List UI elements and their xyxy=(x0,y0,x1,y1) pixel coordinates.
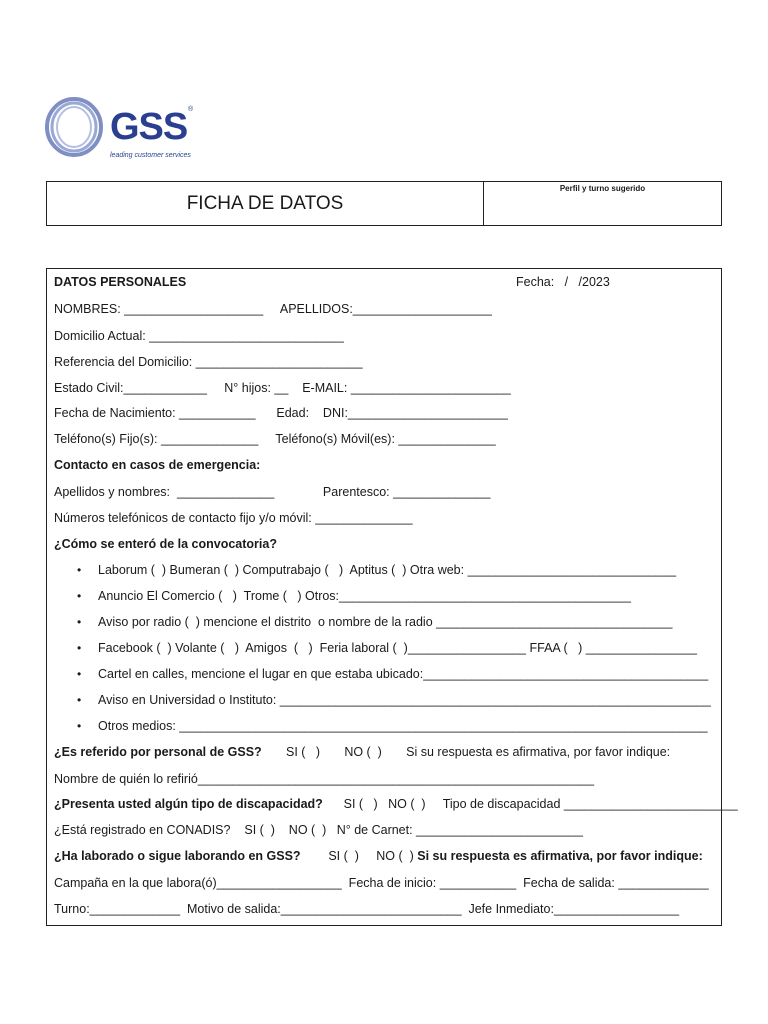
disability-options[interactable]: SI ( ) NO ( ) Tipo de discapacidad _________________________ xyxy=(322,797,738,811)
source-option-newspaper[interactable]: Anuncio El Comercio ( ) Trome ( ) Otros:__________________________________________ xyxy=(98,589,632,603)
address-reference-row[interactable]: Referencia del Domicilio: ________________________ xyxy=(54,355,363,369)
referral-row[interactable] xyxy=(54,744,670,760)
worked-at-gss-row[interactable] xyxy=(54,848,703,864)
referrer-name-row[interactable]: Nombre de quién lo refirió_________________________________________________________ xyxy=(54,772,595,786)
civil-status-row[interactable]: Estado Civil:____________ N° hijos: __ E-MAIL: _______________________ xyxy=(54,381,511,395)
referral-options[interactable]: SI ( ) NO ( ) Si su respuesta es afirmativa, por favor indique: xyxy=(261,745,671,759)
bullet-icon: • xyxy=(77,719,82,733)
disability-row[interactable] xyxy=(54,796,738,812)
phone-row[interactable]: Teléfono(s) Fijo(s): ______________ Teléfono(s) Móvil(es): ______________ xyxy=(54,432,496,446)
source-option-social[interactable]: Facebook ( ) Volante ( ) Amigos ( ) Feria laboral ( )_________________ FFAA ( ) ________________ xyxy=(98,641,697,655)
source-option-university[interactable]: Aviso en Universidad o Instituto: ______________________________________________________________ xyxy=(98,693,711,707)
source-option-street-poster[interactable]: Cartel en calles, mencione el lugar en que estaba ubicado:_________________________________________ xyxy=(98,667,709,681)
how-did-you-hear-title: ¿Cómo se enteró de la convocatoria? xyxy=(54,537,277,551)
source-option-other[interactable]: Otros medios: ____________________________________________________________________________ xyxy=(98,719,708,733)
bullet-icon: • xyxy=(77,615,82,629)
bullet-icon: • xyxy=(77,563,82,577)
emergency-phones-row[interactable]: Números telefónicos de contacto fijo y/o móvil: ______________ xyxy=(54,511,413,525)
section-title-personal-data: DATOS PERSONALES xyxy=(54,275,187,289)
date-field[interactable]: Fecha: / /2023 xyxy=(516,275,610,289)
worked-at-gss-options[interactable]: SI ( ) NO ( ) xyxy=(300,849,418,863)
source-option-radio[interactable]: Aviso por radio ( ) mencione el distrito o nombre de la radio __________________________________ xyxy=(98,615,673,629)
bullet-icon: • xyxy=(77,641,82,655)
bullet-icon: • xyxy=(77,589,82,603)
gss-logo xyxy=(44,94,204,166)
personal-data-form xyxy=(46,268,738,926)
campaign-row[interactable]: Campaña en la que labora(ó)__________________ Fecha de inicio: ___________ Fecha de salida: _____________ xyxy=(54,876,709,890)
disability-question: ¿Presenta usted algún tipo de discapacidad? xyxy=(54,797,323,811)
birth-date-row[interactable]: Fecha de Nacimiento: ___________ Edad: DNI:_______________________ xyxy=(54,406,508,420)
names-row[interactable]: NOMBRES: ____________________ APELLIDOS:____________________ xyxy=(54,302,492,316)
emergency-name-row[interactable]: Apellidos y nombres: ______________ Parentesco: ______________ xyxy=(54,485,491,499)
emergency-contact-title: Contacto en casos de emergencia: xyxy=(54,458,261,472)
gss-logo-rings-icon xyxy=(44,94,114,164)
profile-shift-label: Perfil y turno sugerido xyxy=(559,184,646,193)
shift-row[interactable]: Turno:_____________ Motivo de salida:__________________________ Jefe Inmediato:__________________ xyxy=(54,902,680,916)
conadis-row[interactable]: ¿Está registrado en CONADIS? SI ( ) NO ( ) N° de Carnet: ________________________ xyxy=(54,823,583,837)
logo-tagline: leading customer services xyxy=(110,152,191,159)
worked-at-gss-followup: Si su respuesta es afirmativa, por favor indique: xyxy=(417,849,703,863)
address-row[interactable]: Domicilio Actual: ____________________________ xyxy=(54,329,344,343)
header-box xyxy=(46,181,722,226)
worked-at-gss-question: ¿Ha laborado o sigue laborando en GSS? xyxy=(54,849,301,863)
referral-question: ¿Es referido por personal de GSS? xyxy=(54,745,262,759)
source-option-job-boards[interactable]: Laborum ( ) Bumeran ( ) Computrabajo ( ) Aptitus ( ) Otra web: ______________________________ xyxy=(98,563,677,577)
bullet-icon: • xyxy=(77,693,82,707)
bullet-icon: • xyxy=(77,667,82,681)
logo-brand-text: GSS xyxy=(110,106,188,148)
form-title: FICHA DE DATOS xyxy=(186,192,344,214)
logo-registered-mark: ® xyxy=(188,106,194,113)
